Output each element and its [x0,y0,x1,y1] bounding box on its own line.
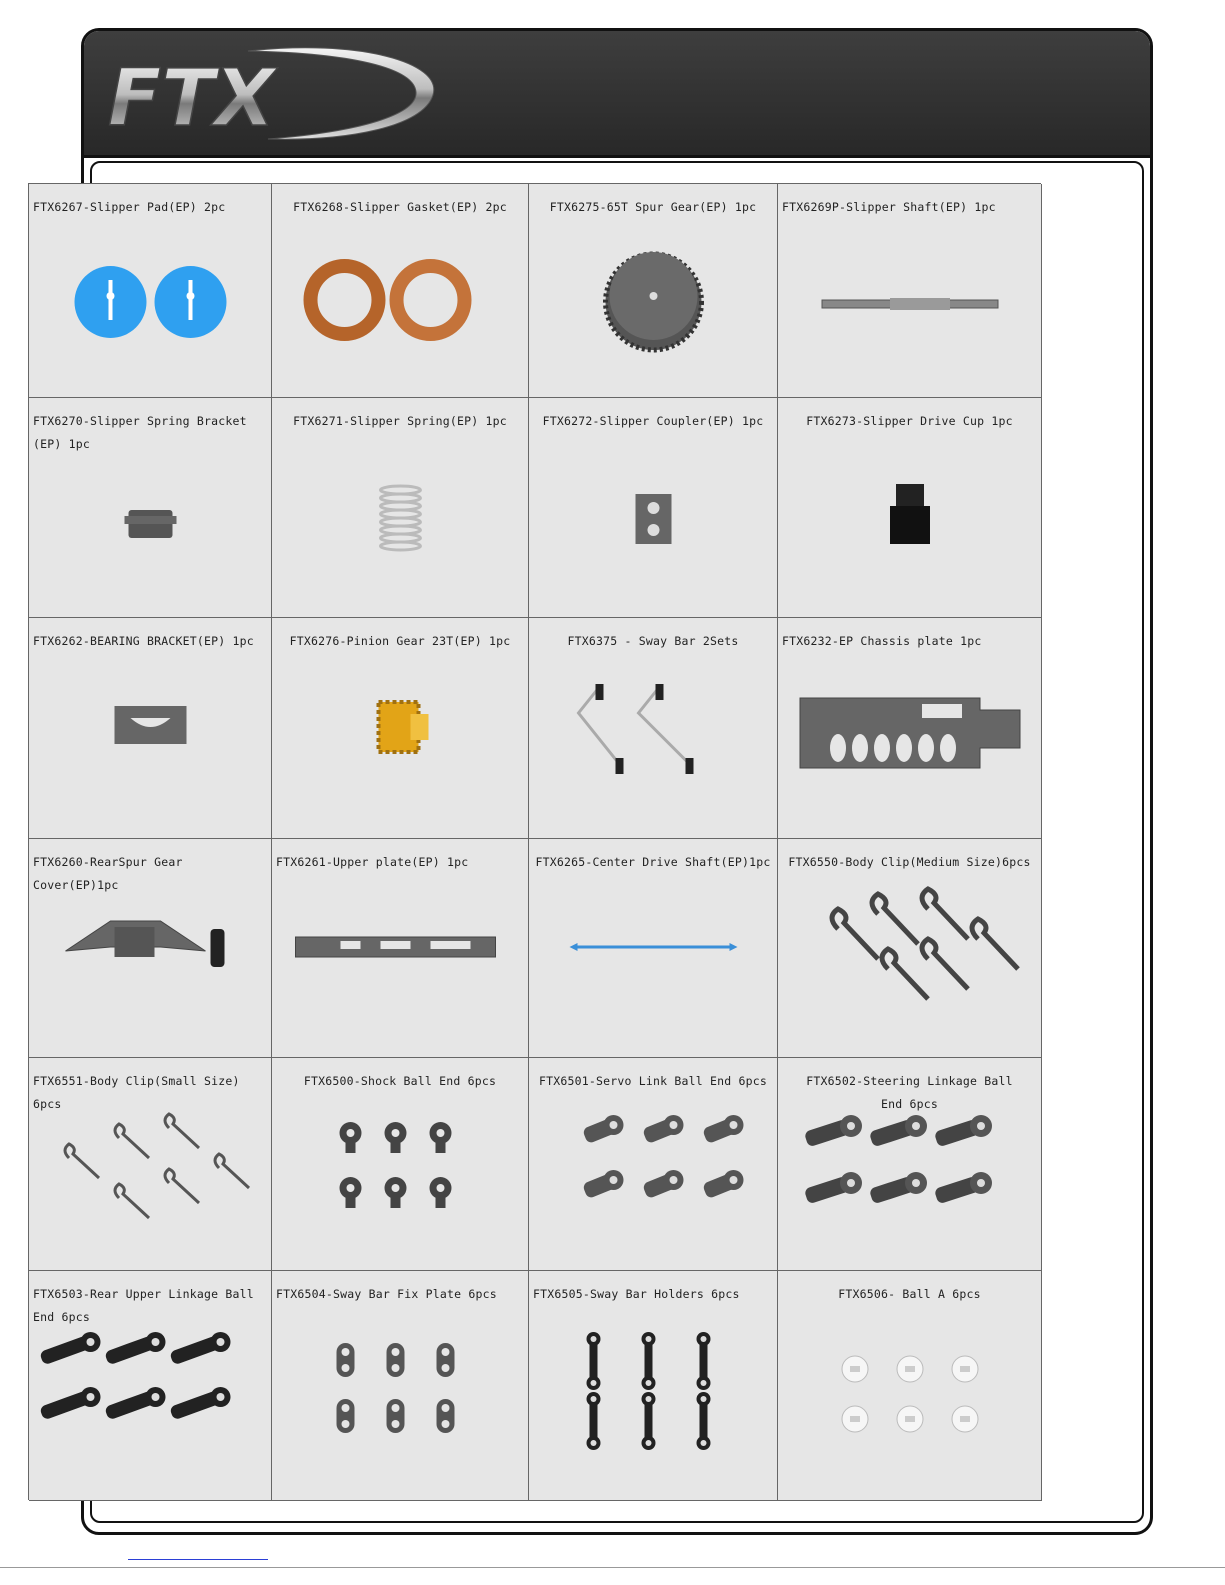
part-label: FTX6268-Slipper Gasket(EP) 2pc [293,200,507,214]
part-cell [778,398,1042,618]
part-label: FTX6265-Center Drive Shaft(EP)1pc [535,855,771,869]
part-cell [272,618,529,839]
spur-gear-icon [529,184,778,398]
body-clip-small-icon [29,1058,272,1271]
footer-rule [0,1567,1225,1568]
bearing-bracket-icon [29,618,272,839]
bar-holder-icon [529,1271,778,1501]
part-label: FTX6275-65T Spur Gear(EP) 1pc [549,200,757,214]
drive-cup-icon [778,398,1042,618]
spring-bracket-icon [29,398,272,618]
slipper-coupler-icon [529,398,778,618]
slipper-gasket-icon [272,184,529,398]
part-cell [778,839,1042,1058]
part-cell [529,398,778,618]
part-label: FTX6276-Pinion Gear 23T(EP) 1pc [289,634,511,648]
rear-ball-end-icon [29,1271,272,1501]
part-label: FTX6503-Rear Upper Linkage Ball End 6pcs [33,1287,254,1324]
footer-link-underline[interactable] [128,1559,268,1560]
part-cell [272,398,529,618]
part-label: FTX6232-EP Chassis plate 1pc [782,634,982,648]
part-label: FTX6550-Body Clip(Medium Size)6pcs [788,855,1031,869]
slipper-spring-icon [272,398,529,618]
part-cell [529,1058,778,1271]
slipper-shaft-icon [778,184,1042,398]
part-cell [272,184,529,398]
part-cell [272,1058,529,1271]
part-cell [29,184,272,398]
part-cell [29,1271,272,1501]
part-label: FTX6269P-Slipper Shaft(EP) 1pc [782,200,996,214]
part-cell [29,1058,272,1271]
part-cell [529,618,778,839]
part-cell [529,1271,778,1501]
part-label: FTX6506- Ball A 6pcs [838,1287,981,1301]
part-label: FTX6504-Sway Bar Fix Plate 6pcs [276,1287,497,1301]
part-cell [778,1058,1042,1271]
parts-grid [28,183,1041,1500]
part-cell [29,618,272,839]
part-cell [778,1271,1042,1501]
part-label: FTX6267-Slipper Pad(EP) 2pc [33,200,226,214]
steering-ball-end-icon [778,1058,1042,1271]
part-label: FTX6271-Slipper Spring(EP) 1pc [293,414,507,428]
part-label: FTX6505-Sway Bar Holders 6pcs [533,1287,740,1301]
part-label: FTX6375 - Sway Bar 2Sets [567,634,739,648]
sway-bar-icon [529,618,778,839]
part-cell [778,184,1042,398]
body-clip-medium-icon [778,839,1042,1058]
part-label: FTX6500-Shock Ball End 6pcs [303,1074,497,1088]
part-label: FTX6501-Servo Link Ball End 6pcs [539,1074,767,1088]
part-label: FTX6272-Slipper Coupler(EP) 1pc [542,414,764,428]
pinion-gear-icon [272,618,529,839]
part-cell [778,618,1042,839]
part-cell [272,1271,529,1501]
servo-ball-end-icon [529,1058,778,1271]
part-label: FTX6273-Slipper Drive Cup 1pc [806,414,1013,428]
ftx-logo [98,37,448,147]
ball-icon [778,1271,1042,1501]
part-cell [29,398,272,618]
part-cell [529,839,778,1058]
part-cell [29,839,272,1058]
part-cell [529,184,778,398]
part-label: FTX6261-Upper plate(EP) 1pc [276,855,469,869]
part-label: FTX6260-RearSpur Gear Cover(EP)1pc [33,855,183,892]
shock-ball-end-icon [272,1058,529,1271]
fix-plate-icon [272,1271,529,1501]
part-label: FTX6262-BEARING BRACKET(EP) 1pc [33,634,254,648]
part-label: FTX6270-Slipper Spring Bracket (EP) 1pc [33,414,247,451]
upper-plate-icon [272,839,529,1058]
header-banner [84,31,1150,158]
chassis-plate-icon [778,618,1042,839]
logo-text: FTX [108,54,275,144]
part-cell [272,839,529,1058]
drive-shaft-icon [529,839,778,1058]
part-label: FTX6502-Steering Linkage Ball End 6pcs [806,1074,1013,1111]
slipper-pad-icon [29,184,272,398]
part-label: FTX6551-Body Clip(Small Size) 6pcs [33,1074,240,1111]
gear-cover-icon [29,839,272,1058]
